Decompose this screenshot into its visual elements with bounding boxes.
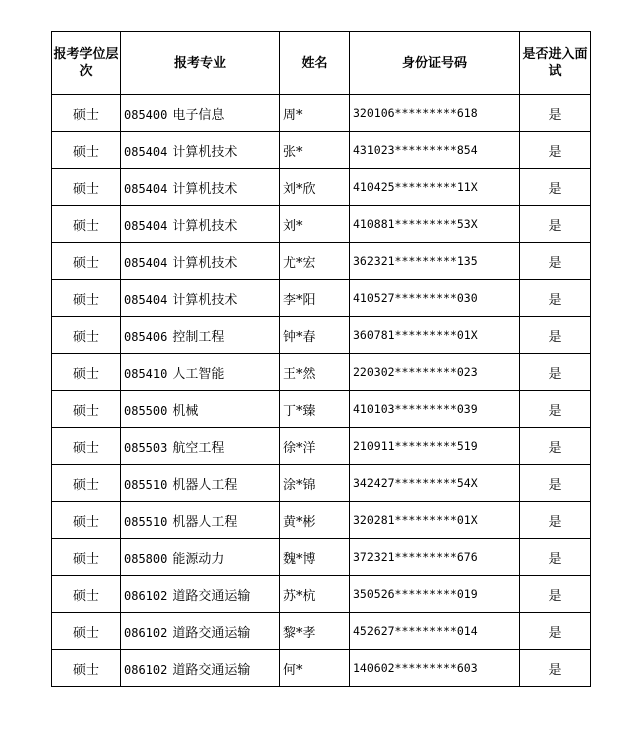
name-cell: 刘*欣: [280, 169, 350, 206]
major-cell: [121, 428, 280, 465]
major-code: 085404: [124, 144, 168, 159]
id-number-cell: 220302*********023: [350, 354, 520, 391]
major-cell: [121, 280, 280, 317]
degree-cell: 硕士: [52, 354, 121, 391]
major-name: 能源动力: [172, 551, 225, 567]
interview-cell: 是: [520, 169, 591, 206]
major-name: 计算机技术: [172, 292, 238, 308]
major-code: 086102: [124, 588, 168, 603]
major-cell: [121, 391, 280, 428]
major-code: 085400: [124, 107, 168, 122]
id-number-cell: 360781*********01X: [350, 317, 520, 354]
table-row: [52, 428, 591, 465]
major-code: 086102: [124, 662, 168, 677]
major-name: 计算机技术: [172, 144, 238, 160]
major-code: 085406: [124, 329, 168, 344]
degree-cell: 硕士: [52, 206, 121, 243]
table-row: [52, 206, 591, 243]
degree-cell: 硕士: [52, 169, 121, 206]
interview-cell: 是: [520, 354, 591, 391]
major-code: 085404: [124, 218, 168, 233]
table-row: [52, 391, 591, 428]
major-name: 计算机技术: [172, 181, 238, 197]
interview-cell: 是: [520, 465, 591, 502]
name-cell: 周*: [280, 95, 350, 132]
degree-cell: 硕士: [52, 391, 121, 428]
major-name: 航空工程: [172, 440, 225, 456]
major-cell: [121, 576, 280, 613]
degree-cell: 硕士: [52, 502, 121, 539]
degree-cell: 硕士: [52, 539, 121, 576]
interview-cell: 是: [520, 132, 591, 169]
candidate-table: [51, 31, 591, 687]
major-cell: [121, 132, 280, 169]
major-cell: [121, 354, 280, 391]
id-number-cell: 452627*********014: [350, 613, 520, 650]
major-cell: [121, 243, 280, 280]
degree-cell: 硕士: [52, 317, 121, 354]
major-name: 人工智能: [172, 366, 225, 382]
table-row: [52, 132, 591, 169]
major-code: 085404: [124, 181, 168, 196]
table-row: [52, 169, 591, 206]
degree-cell: 硕士: [52, 243, 121, 280]
table-body: [52, 95, 591, 687]
interview-cell: 是: [520, 243, 591, 280]
degree-cell: 硕士: [52, 280, 121, 317]
table-row: [52, 317, 591, 354]
major-code: 085510: [124, 514, 168, 529]
id-number-cell: 210911*********519: [350, 428, 520, 465]
name-cell: 涂*锦: [280, 465, 350, 502]
major-code: 085510: [124, 477, 168, 492]
id-number-cell: 342427*********54X: [350, 465, 520, 502]
major-cell: [121, 206, 280, 243]
name-cell: 黎*孝: [280, 613, 350, 650]
interview-cell: 是: [520, 391, 591, 428]
name-cell: 王*然: [280, 354, 350, 391]
degree-cell: 硕士: [52, 465, 121, 502]
table-row: [52, 613, 591, 650]
id-number-cell: 431023*********854: [350, 132, 520, 169]
header-row: [52, 32, 591, 95]
name-cell: 李*阳: [280, 280, 350, 317]
major-code: 085404: [124, 292, 168, 307]
header-degree-level: 报考学位层次: [52, 32, 121, 95]
id-number-cell: 410881*********53X: [350, 206, 520, 243]
interview-list-sheet: [51, 31, 591, 687]
interview-cell: 是: [520, 539, 591, 576]
id-number-cell: 372321*********676: [350, 539, 520, 576]
major-cell: [121, 169, 280, 206]
degree-cell: 硕士: [52, 132, 121, 169]
id-number-cell: 410103*********039: [350, 391, 520, 428]
id-number-cell: 320106*********618: [350, 95, 520, 132]
major-code: 085404: [124, 255, 168, 270]
major-name: 道路交通运输: [172, 588, 251, 604]
major-cell: [121, 539, 280, 576]
interview-cell: 是: [520, 317, 591, 354]
name-cell: 张*: [280, 132, 350, 169]
id-number-cell: 410527*********030: [350, 280, 520, 317]
major-name: 计算机技术: [172, 255, 238, 271]
name-cell: 黄*彬: [280, 502, 350, 539]
table-row: [52, 354, 591, 391]
major-name: 控制工程: [172, 329, 225, 345]
header-id-number: 身份证号码: [350, 32, 520, 95]
interview-cell: 是: [520, 206, 591, 243]
major-code: 085500: [124, 403, 168, 418]
major-cell: [121, 502, 280, 539]
id-number-cell: 350526*********019: [350, 576, 520, 613]
table-row: [52, 650, 591, 687]
major-name: 计算机技术: [172, 218, 238, 234]
interview-cell: 是: [520, 576, 591, 613]
interview-cell: 是: [520, 428, 591, 465]
name-cell: 魏*博: [280, 539, 350, 576]
name-cell: 钟*春: [280, 317, 350, 354]
major-cell: [121, 95, 280, 132]
interview-cell: 是: [520, 502, 591, 539]
table-row: [52, 243, 591, 280]
major-name: 机械: [172, 403, 199, 419]
id-number-cell: 320281*********01X: [350, 502, 520, 539]
major-cell: [121, 650, 280, 687]
name-cell: 徐*洋: [280, 428, 350, 465]
table-row: [52, 280, 591, 317]
id-number-cell: 140602*********603: [350, 650, 520, 687]
major-name: 道路交通运输: [172, 662, 251, 678]
major-name: 机器人工程: [172, 477, 238, 493]
name-cell: 何*: [280, 650, 350, 687]
header-interview: 是否进入面试: [520, 32, 591, 95]
major-name: 道路交通运输: [172, 625, 251, 641]
name-cell: 丁*臻: [280, 391, 350, 428]
table-row: [52, 576, 591, 613]
major-code: 085503: [124, 440, 168, 455]
major-name: 机器人工程: [172, 514, 238, 530]
degree-cell: 硕士: [52, 613, 121, 650]
degree-cell: 硕士: [52, 576, 121, 613]
table-row: [52, 95, 591, 132]
header-major: 报考专业: [121, 32, 280, 95]
table-row: [52, 465, 591, 502]
table-row: [52, 502, 591, 539]
major-cell: [121, 317, 280, 354]
interview-cell: 是: [520, 95, 591, 132]
interview-cell: 是: [520, 613, 591, 650]
interview-cell: 是: [520, 650, 591, 687]
name-cell: 苏*杭: [280, 576, 350, 613]
name-cell: 刘*: [280, 206, 350, 243]
major-cell: [121, 465, 280, 502]
major-code: 085800: [124, 551, 168, 566]
interview-cell: 是: [520, 280, 591, 317]
header-name: 姓名: [280, 32, 350, 95]
id-number-cell: 410425*********11X: [350, 169, 520, 206]
degree-cell: 硕士: [52, 428, 121, 465]
degree-cell: 硕士: [52, 95, 121, 132]
name-cell: 尤*宏: [280, 243, 350, 280]
major-cell: [121, 613, 280, 650]
major-name: 电子信息: [172, 107, 225, 123]
id-number-cell: 362321*********135: [350, 243, 520, 280]
degree-cell: 硕士: [52, 650, 121, 687]
major-code: 086102: [124, 625, 168, 640]
major-code: 085410: [124, 366, 168, 381]
table-row: [52, 539, 591, 576]
